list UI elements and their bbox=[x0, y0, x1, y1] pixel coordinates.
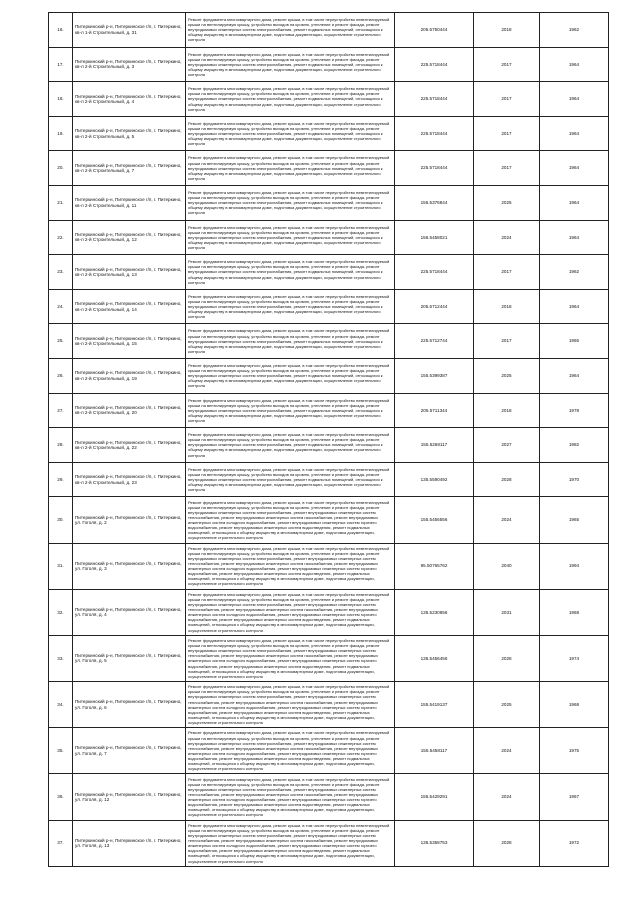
house-address: Питеркинский р-н, Питеркинское г/п, г. Питеркино, ул. Гоголя, д. 6 bbox=[73, 682, 186, 728]
repair-cost: 135.5590492 bbox=[395, 462, 474, 497]
construction-year: 1967 bbox=[540, 774, 609, 820]
repair-cost: 155.5429291 bbox=[395, 774, 474, 820]
repair-works-list: Ремонт фундамента многоквартирного дома, ремонт крыши, в том числе переустройство невентилируемой крыши на вентилируемую крышу, устройство выходов на кровлю, утепление и ремонт фасада, ремонт внутридомовых инженерных систем электроснабжения, ремонт подвальных помещений, относящихся к общему имуществу в многоквартирном доме, подготовка документации, осуществление строительного контроля bbox=[186, 255, 395, 290]
house-address: Питеркинский р-н, Питеркинское г/п, г. Питеркино, ул. Гоголя, д. 2 bbox=[73, 497, 186, 543]
repair-cost: 225.5718444 bbox=[395, 47, 474, 82]
table-row bbox=[49, 47, 609, 82]
repair-works-list: Ремонт фундамента многоквартирного дома, ремонт крыши, в том числе переустройство невентилируемой крыши на вентилируемую крышу, устройство выходов на кровлю, утепление и ремонт фасада, ремонт внутридомовых инженерных систем электроснабжения, ремонт подвальных помещений, относящихся к общему имуществу в многоквартирном доме, подготовка документации, осуществление строительного контроля bbox=[186, 116, 395, 151]
repair-works-list: Ремонт фундамента многоквартирного дома, ремонт крыши, в том числе переустройство невентилируемой крыши на вентилируемую крышу, устройство выходов на кровлю, утепление и ремонт фасада, ремонт внутридомовых инженерных систем электроснабжения, ремонт внутридомовых инженерных систем теплоснабжения, ремонт внутридомовых инженерных систем газоснабжения, ремонт внутридомовых инженерных систем холодного водоснабжения, ремонт внутридомовых инженерных систем горячего водоснабжения, ремонт внутридомовых инженерных систем водоотведения, ремонт подвальных помещений, относящихся к общему имуществу в многоквартирном доме, подготовка документации, осуществление строительного контроля bbox=[186, 497, 395, 543]
document-page bbox=[48, 12, 608, 867]
repair-works-list: Ремонт фундамента многоквартирного дома, ремонт крыши, в том числе переустройство невентилируемой крыши на вентилируемую крышу, устройство выходов на кровлю, утепление и ремонт фасада, ремонт внутридомовых инженерных систем электроснабжения, ремонт подвальных помещений, относящихся к общему имуществу в многоквартирном доме, подготовка документации, осуществление строительного контроля bbox=[186, 185, 395, 220]
repair-works-list: Ремонт фундамента многоквартирного дома, ремонт крыши, в том числе переустройство невентилируемой крыши на вентилируемую крышу, устройство выходов на кровлю, утепление и ремонт фасада, ремонт внутридомовых инженерных систем электроснабжения, ремонт подвальных помещений, относящихся к общему имуществу в многоквартирном доме, подготовка документации, осуществление строительного контроля bbox=[186, 47, 395, 82]
row-number: 30. bbox=[49, 497, 73, 543]
table-row bbox=[49, 116, 609, 151]
repair-year: 2018 bbox=[474, 393, 540, 428]
construction-year: 1964 bbox=[540, 116, 609, 151]
row-number: 28. bbox=[49, 428, 73, 463]
house-address: Питеркинский р-н, Питеркинское г/п, г. Питеркино, кв-л 2-й Строительный, д. 19 bbox=[73, 358, 186, 393]
repair-cost: 225.5718444 bbox=[395, 116, 474, 151]
house-address: Питеркинский р-н, Питеркинское г/п, г. Питеркино, ул. Гоголя, д. 5 bbox=[73, 635, 186, 681]
house-address: Питеркинский р-н, Питеркинское г/п, г. Питеркино, ул. Гоголя, д. 12 bbox=[73, 774, 186, 820]
repair-works-list: Ремонт фундамента многоквартирного дома, ремонт крыши, в том числе переустройство невентилируемой крыши на вентилируемую крышу, устройство выходов на кровлю, утепление и ремонт фасада, ремонт внутридомовых инженерных систем электроснабжения, ремонт подвальных помещений, относящихся к общему имуществу в многоквартирном доме, подготовка документации, осуществление строительного контроля bbox=[186, 289, 395, 324]
table-row bbox=[49, 589, 609, 635]
construction-year: 1965 bbox=[540, 497, 609, 543]
repair-works-list: Ремонт фундамента многоквартирного дома, ремонт крыши, в том числе переустройство невентилируемой крыши на вентилируемую крышу, устройство выходов на кровлю, утепление и ремонт фасада, ремонт внутридомовых инженерных систем электроснабжения, ремонт подвальных помещений, относящихся к общему имуществу в многоквартирном доме, подготовка документации, осуществление строительного контроля bbox=[186, 82, 395, 117]
construction-year: 1964 bbox=[540, 82, 609, 117]
repair-cost: 155.5268117 bbox=[395, 428, 474, 463]
repair-works-list: Ремонт фундамента многоквартирного дома, ремонт крыши, в том числе переустройство невентилируемой крыши на вентилируемую крышу, устройство выходов на кровлю, утепление и ремонт фасада, ремонт внутридомовых инженерных систем электроснабжения, ремонт подвальных помещений, относящихся к общему имуществу в многоквартирном доме, подготовка документации, осуществление строительного контроля bbox=[186, 151, 395, 186]
table-row bbox=[49, 289, 609, 324]
row-number: 19. bbox=[49, 116, 73, 151]
row-number: 33. bbox=[49, 635, 73, 681]
row-number: 20. bbox=[49, 151, 73, 186]
house-address: Питеркинский р-н, Питеркинское г/п, г. Питеркино, кв-л 2-й Строительный, д. 20 bbox=[73, 393, 186, 428]
table-row bbox=[49, 255, 609, 290]
repair-cost: 155.5456556 bbox=[395, 497, 474, 543]
repair-works-list: Ремонт фундамента многоквартирного дома, ремонт крыши, в том числе переустройство невентилируемой крыши на вентилируемую крышу, устройство выходов на кровлю, утепление и ремонт фасада, ремонт внутридомовых инженерных систем электроснабжения, ремонт внутридомовых инженерных систем теплоснабжения, ремонт внутридомовых инженерных систем газоснабжения, ремонт внутридомовых инженерных систем холодного водоснабжения, ремонт внутридомовых инженерных систем горячего водоснабжения, ремонт внутридомовых инженерных систем водоотведения, ремонт подвальных помещений, относящихся к общему имуществу в многоквартирном доме, подготовка документации, осуществление строительного контроля bbox=[186, 728, 395, 774]
house-address: Питеркинский р-н, Питеркинское г/п, г. Питеркино, ул. Гоголя, д. 13 bbox=[73, 820, 186, 866]
repair-works-list: Ремонт фундамента многоквартирного дома, ремонт крыши, в том числе переустройство невентилируемой крыши на вентилируемую крышу, устройство выходов на кровлю, утепление и ремонт фасада, ремонт внутридомовых инженерных систем электроснабжения, ремонт подвальных помещений, относящихся к общему имуществу в многоквартирном доме, подготовка документации, осуществление строительного контроля bbox=[186, 393, 395, 428]
house-address: Питеркинский р-н, Питеркинское г/п, г. Питеркино, кв-л 2-й Строительный, д. 5 bbox=[73, 116, 186, 151]
house-address: Питеркинский р-н, Питеркинское г/п, г. Питеркино, кв-л 2-й Строительный, д. 12 bbox=[73, 220, 186, 255]
table-row bbox=[49, 728, 609, 774]
construction-year: 1975 bbox=[540, 728, 609, 774]
construction-year: 1964 bbox=[540, 185, 609, 220]
table-row bbox=[49, 220, 609, 255]
table-row bbox=[49, 497, 609, 543]
repair-cost: 155.5376844 bbox=[395, 185, 474, 220]
row-number: 22. bbox=[49, 220, 73, 255]
house-address: Питеркинский р-н, Питеркинское г/п, г. Питеркино, ул. Гоголя, д. 7 bbox=[73, 728, 186, 774]
row-number: 31. bbox=[49, 543, 73, 589]
construction-year: 1974 bbox=[540, 635, 609, 681]
repair-year: 2024 bbox=[474, 774, 540, 820]
table-row bbox=[49, 774, 609, 820]
table-row bbox=[49, 185, 609, 220]
repair-works-list: Ремонт фундамента многоквартирного дома, ремонт крыши, в том числе переустройство невентилируемой крыши на вентилируемую крышу, устройство выходов на кровлю, утепление и ремонт фасада, ремонт внутридомовых инженерных систем электроснабжения, ремонт внутридомовых инженерных систем теплоснабжения, ремонт внутридомовых инженерных систем газоснабжения, ремонт внутридомовых инженерных систем холодного водоснабжения, ремонт внутридомовых инженерных систем горячего водоснабжения, ремонт внутридомовых инженерных систем водоотведения, ремонт подвальных помещений, относящихся к общему имуществу в многоквартирном доме, подготовка документации, осуществление строительного контроля bbox=[186, 589, 395, 635]
table-row bbox=[49, 393, 609, 428]
repair-year: 2017 bbox=[474, 255, 540, 290]
repair-year: 2017 bbox=[474, 324, 540, 359]
construction-year: 1965 bbox=[540, 324, 609, 359]
repair-year: 2028 bbox=[474, 635, 540, 681]
repair-year: 2040 bbox=[474, 543, 540, 589]
repair-year: 2017 bbox=[474, 47, 540, 82]
table-row bbox=[49, 151, 609, 186]
table-row bbox=[49, 635, 609, 681]
construction-year: 1978 bbox=[540, 393, 609, 428]
repair-year: 2017 bbox=[474, 116, 540, 151]
repair-year: 2031 bbox=[474, 589, 540, 635]
repair-year: 2027 bbox=[474, 428, 540, 463]
row-number: 21. bbox=[49, 185, 73, 220]
repair-works-list: Ремонт фундамента многоквартирного дома, ремонт крыши, в том числе переустройство невентилируемой крыши на вентилируемую крышу, устройство выходов на кровлю, утепление и ремонт фасада, ремонт внутридомовых инженерных систем электроснабжения, ремонт внутридомовых инженерных систем теплоснабжения, ремонт внутридомовых инженерных систем газоснабжения, ремонт внутридомовых инженерных систем холодного водоснабжения, ремонт внутридомовых инженерных систем горячего водоснабжения, ремонт внутридомовых инженерных систем водоотведения, ремонт подвальных помещений, относящихся к общему имуществу в многоквартирном доме, подготовка документации, осуществление строительного контроля bbox=[186, 635, 395, 681]
capital-repair-table bbox=[48, 12, 609, 867]
house-address: Питеркинский р-н, Питеркинское г/п, г. Питеркино, кв-л 2-й Строительный, д. 7 bbox=[73, 151, 186, 186]
repair-cost: 135.5230656 bbox=[395, 589, 474, 635]
table-row bbox=[49, 543, 609, 589]
table-row bbox=[49, 82, 609, 117]
repair-year: 2025 bbox=[474, 185, 540, 220]
repair-cost: 156.5458021 bbox=[395, 220, 474, 255]
construction-year: 1970 bbox=[540, 462, 609, 497]
repair-cost: 205.5711344 bbox=[395, 393, 474, 428]
table-row bbox=[49, 13, 609, 48]
repair-cost: 205.5750444 bbox=[395, 13, 474, 48]
house-address: Питеркинский р-н, Питеркинское г/п, г. Питеркино, кв-л 2-й Строительный, д. 15 bbox=[73, 324, 186, 359]
house-address: Питеркинский р-н, Питеркинское г/п, г. Питеркино, кв-л 2-й Строительный, д. 14 bbox=[73, 289, 186, 324]
row-number: 27. bbox=[49, 393, 73, 428]
construction-year: 1964 bbox=[540, 358, 609, 393]
table-row bbox=[49, 358, 609, 393]
house-address: Питеркинский р-н, Питеркинское г/п, г. Питеркино, кв-л 2-й Строительный, д. 4 bbox=[73, 82, 186, 117]
repair-year: 2025 bbox=[474, 682, 540, 728]
repair-year: 2024 bbox=[474, 220, 540, 255]
repair-cost: 225.5718444 bbox=[395, 82, 474, 117]
repair-cost: 205.5712444 bbox=[395, 289, 474, 324]
repair-works-list: Ремонт фундамента многоквартирного дома, ремонт крыши, в том числе переустройство невентилируемой крыши на вентилируемую крышу, устройство выходов на кровлю, утепление и ремонт фасада, ремонт внутридомовых инженерных систем электроснабжения, ремонт подвальных помещений, относящихся к общему имуществу в многоквартирном доме, подготовка документации, осуществление строительного контроля bbox=[186, 358, 395, 393]
row-number: 16. bbox=[49, 13, 73, 48]
house-address: Питеркинский р-н, Питеркинское г/п, г. Питеркино, кв-л 2-й Строительный, д. 3 bbox=[73, 47, 186, 82]
repair-year: 2028 bbox=[474, 820, 540, 866]
row-number: 25. bbox=[49, 324, 73, 359]
construction-year: 1962 bbox=[540, 13, 609, 48]
repair-works-list: Ремонт фундамента многоквартирного дома, ремонт крыши, в том числе переустройство невентилируемой крыши на вентилируемую крышу, устройство выходов на кровлю, утепление и ремонт фасада, ремонт внутридомовых инженерных систем электроснабжения, ремонт подвальных помещений, относящихся к общему имуществу в многоквартирном доме, подготовка документации, осуществление строительного контроля bbox=[186, 13, 395, 48]
row-number: 35. bbox=[49, 728, 73, 774]
construction-year: 1964 bbox=[540, 47, 609, 82]
repair-cost: 225.5718444 bbox=[395, 151, 474, 186]
row-number: 36. bbox=[49, 774, 73, 820]
repair-works-list: Ремонт фундамента многоквартирного дома, ремонт крыши, в том числе переустройство невентилируемой крыши на вентилируемую крышу, устройство выходов на кровлю, утепление и ремонт фасада, ремонт внутридомовых инженерных систем электроснабжения, ремонт внутридомовых инженерных систем теплоснабжения, ремонт внутридомовых инженерных систем газоснабжения, ремонт внутридомовых инженерных систем холодного водоснабжения, ремонт внутридомовых инженерных систем горячего водоснабжения, ремонт внутридомовых инженерных систем водоотведения, ремонт подвальных помещений, относящихся к общему имуществу в многоквартирном доме, подготовка документации, осуществление строительного контроля bbox=[186, 682, 395, 728]
repair-cost: 95.50765762 bbox=[395, 543, 474, 589]
house-address: Питеркинский р-н, Питеркинское г/п, г. Питеркино, кв-л 2-й Строительный, д. 11 bbox=[73, 185, 186, 220]
repair-works-list: Ремонт фундамента многоквартирного дома, ремонт крыши, в том числе переустройство невентилируемой крыши на вентилируемую крышу, устройство выходов на кровлю, утепление и ремонт фасада, ремонт внутридомовых инженерных систем электроснабжения, ремонт подвальных помещений, относящихся к общему имуществу в многоквартирном доме, подготовка документации, осуществление строительного контроля bbox=[186, 220, 395, 255]
construction-year: 1964 bbox=[540, 151, 609, 186]
repair-cost: 155.5419137 bbox=[395, 682, 474, 728]
row-number: 32. bbox=[49, 589, 73, 635]
row-number: 26. bbox=[49, 358, 73, 393]
repair-year: 2017 bbox=[474, 151, 540, 186]
house-address: Питеркинский р-н, Питеркинское г/п, г. Питеркино, кв-л 1-й Строительный, д. 31 bbox=[73, 13, 186, 48]
repair-works-list: Ремонт фундамента многоквартирного дома, ремонт крыши, в том числе переустройство невентилируемой крыши на вентилируемую крышу, устройство выходов на кровлю, утепление и ремонт фасада, ремонт внутридомовых инженерных систем электроснабжения, ремонт подвальных помещений, относящихся к общему имуществу в многоквартирном доме, подготовка документации, осуществление строительного контроля bbox=[186, 428, 395, 463]
table-row bbox=[49, 462, 609, 497]
repair-works-list: Ремонт фундамента многоквартирного дома, ремонт крыши, в том числе переустройство невентилируемой крыши на вентилируемую крышу, устройство выходов на кровлю, утепление и ремонт фасада, ремонт внутридомовых инженерных систем электроснабжения, ремонт внутридомовых инженерных систем теплоснабжения, ремонт внутридомовых инженерных систем газоснабжения, ремонт внутридомовых инженерных систем холодного водоснабжения, ремонт внутридомовых инженерных систем горячего водоснабжения, ремонт внутридомовых инженерных систем водоотведения, ремонт подвальных помещений, относящихся к общему имуществу в многоквартирном доме, подготовка документации, осуществление строительного контроля bbox=[186, 543, 395, 589]
table-row bbox=[49, 820, 609, 866]
row-number: 29. bbox=[49, 462, 73, 497]
row-number: 18. bbox=[49, 82, 73, 117]
repair-year: 2024 bbox=[474, 728, 540, 774]
row-number: 34. bbox=[49, 682, 73, 728]
repair-works-list: Ремонт фундамента многоквартирного дома, ремонт крыши, в том числе переустройство невентилируемой крыши на вентилируемую крышу, устройство выходов на кровлю, утепление и ремонт фасада, ремонт внутридомовых инженерных систем электроснабжения, ремонт подвальных помещений, относящихся к общему имуществу в многоквартирном доме, подготовка документации, осуществление строительного контроля bbox=[186, 324, 395, 359]
construction-year: 1972 bbox=[540, 820, 609, 866]
repair-year: 2024 bbox=[474, 497, 540, 543]
repair-cost: 155.5458117 bbox=[395, 728, 474, 774]
construction-year: 1968 bbox=[540, 589, 609, 635]
construction-year: 1962 bbox=[540, 255, 609, 290]
table-row bbox=[49, 428, 609, 463]
row-number: 37. bbox=[49, 820, 73, 866]
house-address: Питеркинский р-н, Питеркинское г/п, г. Питеркино, кв-л 2-й Строительный, д. 13 bbox=[73, 255, 186, 290]
row-number: 23. bbox=[49, 255, 73, 290]
repair-year: 2018 bbox=[474, 289, 540, 324]
table-row bbox=[49, 682, 609, 728]
table-body bbox=[49, 13, 609, 867]
repair-works-list: Ремонт фундамента многоквартирного дома, ремонт крыши, в том числе переустройство невентилируемой крыши на вентилируемую крышу, устройство выходов на кровлю, утепление и ремонт фасада, ремонт внутридомовых инженерных систем электроснабжения, ремонт внутридомовых инженерных систем теплоснабжения, ремонт внутридомовых инженерных систем газоснабжения, ремонт внутридомовых инженерных систем холодного водоснабжения, ремонт внутридомовых инженерных систем горячего водоснабжения, ремонт внутридомовых инженерных систем водоотведения, ремонт подвальных помещений, относящихся к общему имуществу в многоквартирном доме, подготовка документации, осуществление строительного контроля bbox=[186, 820, 395, 866]
construction-year: 1968 bbox=[540, 682, 609, 728]
construction-year: 1964 bbox=[540, 289, 609, 324]
table-row bbox=[49, 324, 609, 359]
repair-year: 2028 bbox=[474, 462, 540, 497]
repair-cost: 225.5718444 bbox=[395, 255, 474, 290]
row-number: 24. bbox=[49, 289, 73, 324]
repair-year: 2017 bbox=[474, 82, 540, 117]
repair-cost: 225.5712744 bbox=[395, 324, 474, 359]
construction-year: 1994 bbox=[540, 543, 609, 589]
repair-cost: 135.5456456 bbox=[395, 635, 474, 681]
repair-works-list: Ремонт фундамента многоквартирного дома, ремонт крыши, в том числе переустройство невентилируемой крыши на вентилируемую крышу, устройство выходов на кровлю, утепление и ремонт фасада, ремонт внутридомовых инженерных систем электроснабжения, ремонт подвальных помещений, относящихся к общему имуществу в многоквартирном доме, подготовка документации, осуществление строительного контроля bbox=[186, 462, 395, 497]
house-address: Питеркинский р-н, Питеркинское г/п, г. Питеркино, ул. Гоголя, д. 3 bbox=[73, 543, 186, 589]
repair-year: 2025 bbox=[474, 358, 540, 393]
repair-cost: 135.5358753 bbox=[395, 820, 474, 866]
repair-year: 2018 bbox=[474, 13, 540, 48]
house-address: Питеркинский р-н, Питеркинское г/п, г. Питеркино, кв-л 2-й Строительный, д. 22 bbox=[73, 428, 186, 463]
repair-cost: 155.5399387 bbox=[395, 358, 474, 393]
row-number: 17. bbox=[49, 47, 73, 82]
house-address: Питеркинский р-н, Питеркинское г/п, г. Питеркино, кв-л 2-й Строительный, д. 23 bbox=[73, 462, 186, 497]
repair-works-list: Ремонт фундамента многоквартирного дома, ремонт крыши, в том числе переустройство невентилируемой крыши на вентилируемую крышу, устройство выходов на кровлю, утепление и ремонт фасада, ремонт внутридомовых инженерных систем электроснабжения, ремонт внутридомовых инженерных систем теплоснабжения, ремонт внутридомовых инженерных систем газоснабжения, ремонт внутридомовых инженерных систем холодного водоснабжения, ремонт внутридомовых инженерных систем горячего водоснабжения, ремонт внутридомовых инженерных систем водоотведения, ремонт подвальных помещений, относящихся к общему имуществу в многоквартирном доме, подготовка документации, осуществление строительного контроля bbox=[186, 774, 395, 820]
house-address: Питеркинский р-н, Питеркинское г/п, г. Питеркино, ул. Гоголя, д. 4 bbox=[73, 589, 186, 635]
construction-year: 1982 bbox=[540, 428, 609, 463]
construction-year: 1964 bbox=[540, 220, 609, 255]
